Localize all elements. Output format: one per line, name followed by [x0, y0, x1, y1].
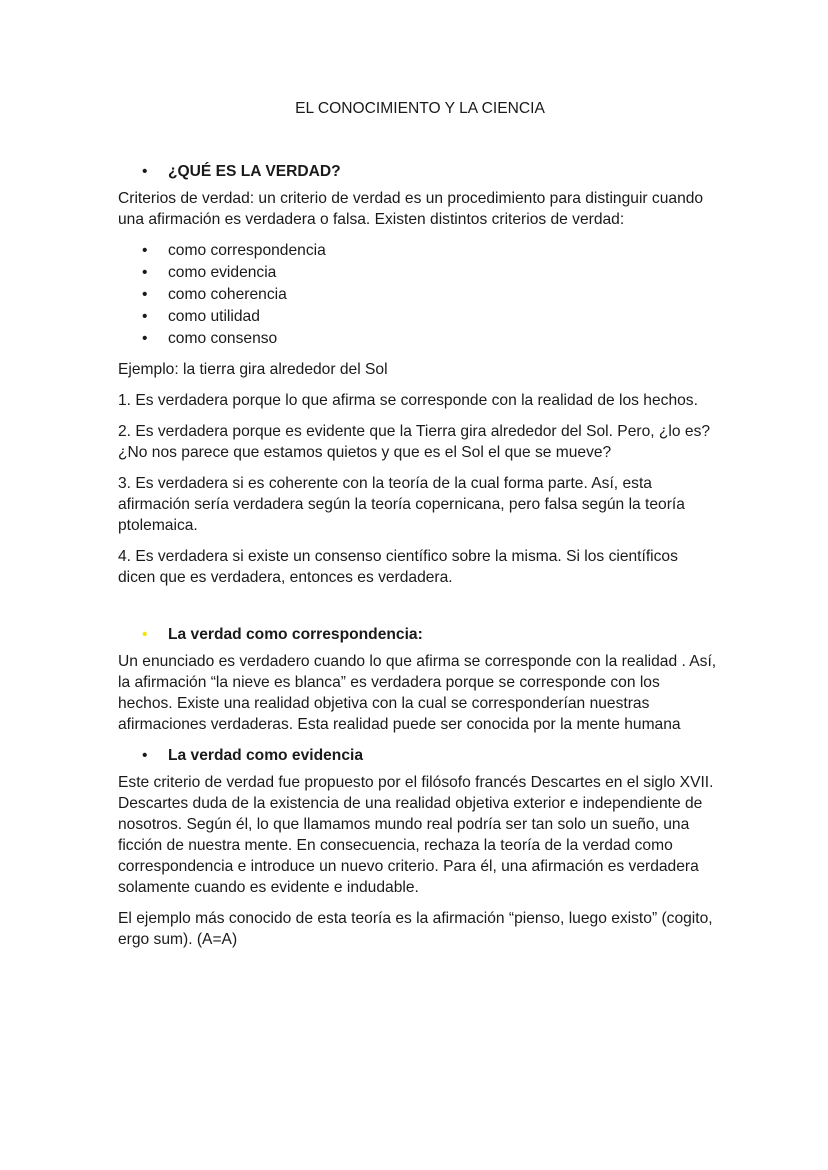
- example-point-1: 1. Es verdadera porque lo que afirma se corresponde con la realidad de los hechos.: [118, 392, 698, 409]
- document-title: EL CONOCIMIENTO Y LA CIENCIA: [295, 100, 545, 117]
- example-point-4: 4. Es verdadera si existe un consenso científico sobre la misma. Si los científicos dicen que es verdadera, entonces es verdadera.: [118, 548, 678, 586]
- list-item: [118, 284, 718, 306]
- criteria-list: [118, 240, 718, 350]
- example-paragraph: Ejemplo: la tierra gira alrededor del Sol: [118, 361, 388, 378]
- document-page: [118, 98, 718, 960]
- list-item-text: como consenso: [168, 330, 278, 347]
- section-heading-correspondence: [118, 624, 718, 645]
- bullet-icon: •: [142, 626, 148, 643]
- bullet-icon: •: [142, 163, 148, 180]
- list-item: [118, 306, 718, 328]
- list-item: [118, 240, 718, 262]
- section-heading-text: La verdad como evidencia: [168, 747, 363, 764]
- list-item-text: como correspondencia: [168, 242, 326, 259]
- list-item-text: como evidencia: [168, 264, 277, 281]
- spacer: [118, 598, 718, 624]
- section-heading-truth: [118, 161, 718, 182]
- bullet-icon: •: [142, 286, 148, 303]
- bullet-icon: •: [142, 264, 148, 281]
- section-heading-evidence: [118, 745, 718, 766]
- correspondence-paragraph: Un enunciado es verdadero cuando lo que afirma se corresponde con la realidad . Así, la afirmación “la nieve es blanca” es verdadera porque se corresponde con los hechos. Existe una realidad objetiva con la cual se corresponderían nuestras afirmaciones verdaderas. Esta realidad puede ser conocida por la mente humana: [118, 653, 717, 733]
- bullet-icon: •: [142, 330, 148, 347]
- example-point-3: 3. Es verdadera si es coherente con la teoría de la cual forma parte. Así, esta afirmación sería verdadera según la teoría copernicana, pero falsa según la teoría ptolemaica.: [118, 475, 685, 534]
- bullet-icon: •: [142, 308, 148, 325]
- section-heading-text: La verdad como correspondencia:: [168, 626, 423, 643]
- list-item: [118, 328, 718, 350]
- list-item-text: como coherencia: [168, 286, 287, 303]
- list-item: [118, 262, 718, 284]
- section-heading-text: ¿QUÉ ES LA VERDAD?: [168, 163, 341, 180]
- list-item-text: como utilidad: [168, 308, 260, 325]
- evidence-example-paragraph: El ejemplo más conocido de esta teoría es la afirmación “pienso, luego existo” (cogito, ergo sum). (A=A): [118, 910, 713, 948]
- criteria-intro-paragraph: Criterios de verdad: un criterio de verdad es un procedimiento para distinguir cuando una afirmación es verdadera o falsa. Existen distintos criterios de verdad:: [118, 190, 704, 228]
- bullet-icon: •: [142, 242, 148, 259]
- example-point-2: 2. Es verdadera porque es evidente que la Tierra gira alrededor del Sol. Pero, ¿lo es? ¿No nos parece que estamos quietos y que es el Sol el que se mueve?: [118, 423, 711, 461]
- evidence-paragraph: Este criterio de verdad fue propuesto por el filósofo francés Descartes en el siglo XVII. Descartes duda de la existencia de una realidad objetiva exterior e independiente de nosotros. Según él, lo que llamamos mundo real podría ser tan solo un sueño, una ficción de nuestra mente. En consecuencia, rechaza la teoría de la verdad como correspondencia e introduce un nuevo criterio. Para él, una afirmación es verdadera solamente cuando es evidente e indudable.: [118, 774, 714, 896]
- bullet-icon: •: [142, 747, 148, 764]
